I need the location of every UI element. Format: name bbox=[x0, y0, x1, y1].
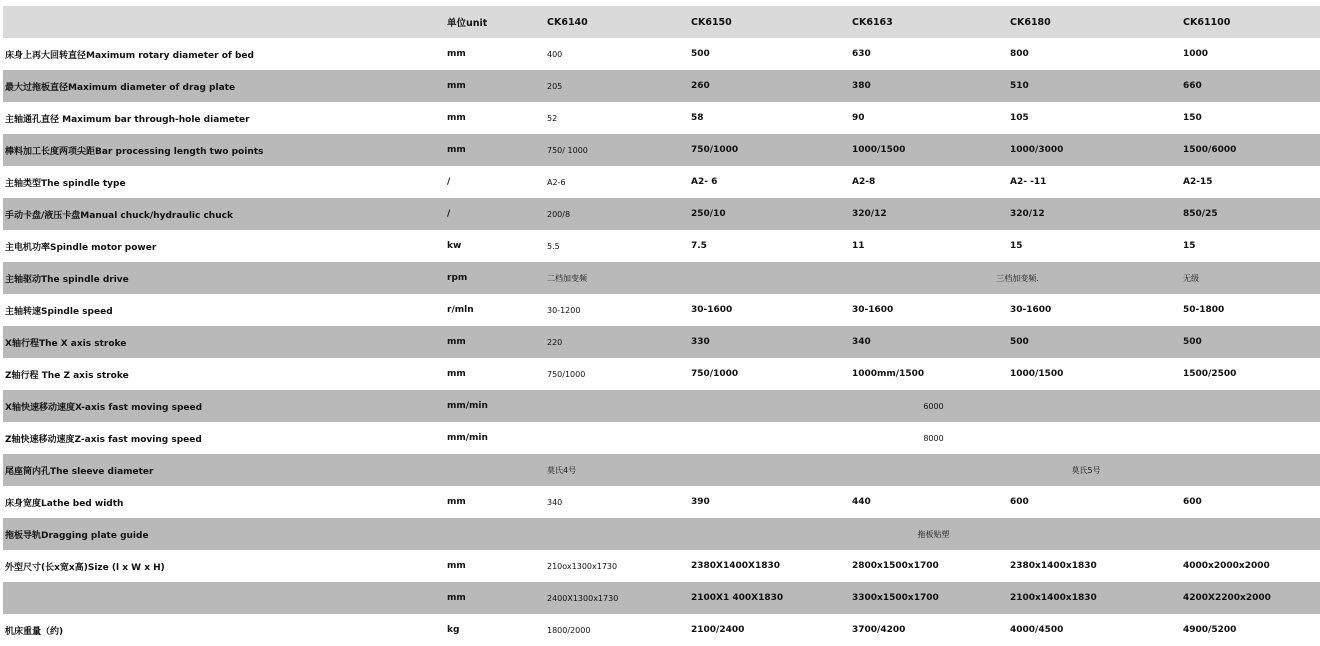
spec-value: A2-6 bbox=[547, 166, 691, 198]
spec-value: 510 bbox=[1010, 70, 1183, 102]
spec-label: 尾座筒内孔The sleeve diameter bbox=[3, 454, 447, 486]
spec-row bbox=[3, 518, 1320, 550]
spec-value: 660 bbox=[1183, 70, 1320, 102]
spec-unit: r/mln bbox=[447, 294, 547, 326]
spec-value: 50-1800 bbox=[1183, 294, 1320, 326]
spec-value: 90 bbox=[852, 102, 1010, 134]
spec-value: 2380X1400X1830 bbox=[691, 550, 852, 582]
spec-value: 440 bbox=[852, 486, 1010, 518]
spec-value: 30-1200 bbox=[547, 294, 691, 326]
spec-value: 2400X1300x1730 bbox=[547, 582, 691, 614]
spec-unit: mm bbox=[447, 358, 547, 390]
spec-value: 1800/2000 bbox=[547, 614, 691, 646]
spec-value: 750/ 1000 bbox=[547, 134, 691, 166]
spec-value: 380 bbox=[852, 70, 1010, 102]
spec-value: 320/12 bbox=[1010, 198, 1183, 230]
spec-label: X轴行程The X axis stroke bbox=[3, 326, 447, 358]
spec-value: 600 bbox=[1183, 486, 1320, 518]
spec-label: 最大过拖板直径Maximum diameter of drag plate bbox=[3, 70, 447, 102]
model-header: CK6150 bbox=[691, 6, 852, 38]
spec-value: 2800x1500x1700 bbox=[852, 550, 1010, 582]
spec-merged-value: 6000 bbox=[547, 390, 1320, 422]
spec-row bbox=[3, 582, 1320, 614]
spec-value: 2380x1400x1830 bbox=[1010, 550, 1183, 582]
spec-unit: mm bbox=[447, 134, 547, 166]
spec-unit: kw bbox=[447, 230, 547, 262]
spec-value: 30-1600 bbox=[852, 294, 1010, 326]
header-row bbox=[3, 6, 1320, 38]
spec-unit: mm bbox=[447, 70, 547, 102]
spec-unit: mm bbox=[447, 582, 547, 614]
spec-row bbox=[3, 294, 1320, 326]
spec-unit bbox=[447, 518, 547, 550]
spec-value: 58 bbox=[691, 102, 852, 134]
spec-unit: / bbox=[447, 198, 547, 230]
spec-row bbox=[3, 262, 1320, 294]
spec-value: 500 bbox=[1183, 326, 1320, 358]
spec-row bbox=[3, 614, 1320, 646]
spec-value: 1000/1500 bbox=[1010, 358, 1183, 390]
spec-value: 150 bbox=[1183, 102, 1320, 134]
spec-row bbox=[3, 102, 1320, 134]
spec-value: A2- -11 bbox=[1010, 166, 1183, 198]
model-header: CK6180 bbox=[1010, 6, 1183, 38]
spec-value: A2-15 bbox=[1183, 166, 1320, 198]
spec-unit: mm bbox=[447, 550, 547, 582]
spec-value: 500 bbox=[1010, 326, 1183, 358]
spec-value: 1500/2500 bbox=[1183, 358, 1320, 390]
spec-label: 主轴类型The spindle type bbox=[3, 166, 447, 198]
spec-value: 5.5 bbox=[547, 230, 691, 262]
spec-value: 30-1600 bbox=[1010, 294, 1183, 326]
spec-row bbox=[3, 166, 1320, 198]
spec-value: 630 bbox=[852, 38, 1010, 70]
spec-unit: mm bbox=[447, 326, 547, 358]
spec-value: 2100/2400 bbox=[691, 614, 852, 646]
spec-row bbox=[3, 38, 1320, 70]
spec-value: 210ox1300x1730 bbox=[547, 550, 691, 582]
spec-value: 800 bbox=[1010, 38, 1183, 70]
spec-merged-value: 无级 bbox=[1183, 262, 1320, 294]
spec-row bbox=[3, 326, 1320, 358]
spec-label: 外型尺寸(长x宽x高)Size (l x W x H) bbox=[3, 550, 447, 582]
spec-table bbox=[3, 6, 1320, 646]
spec-label: Z轴行程 The Z axis stroke bbox=[3, 358, 447, 390]
spec-row bbox=[3, 70, 1320, 102]
spec-label: 床身上再大回转直径Maximum rotary diameter of bed bbox=[3, 38, 447, 70]
spec-row bbox=[3, 230, 1320, 262]
spec-label bbox=[3, 582, 447, 614]
spec-value: 1500/6000 bbox=[1183, 134, 1320, 166]
model-header: CK6140 bbox=[547, 6, 691, 38]
unit-header: 单位unit bbox=[447, 6, 547, 38]
spec-value: A2-8 bbox=[852, 166, 1010, 198]
spec-value: 2100X1 400X1830 bbox=[691, 582, 852, 614]
spec-value: 7.5 bbox=[691, 230, 852, 262]
spec-unit: kg bbox=[447, 614, 547, 646]
spec-value: 11 bbox=[852, 230, 1010, 262]
spec-value: 15 bbox=[1010, 230, 1183, 262]
spec-row bbox=[3, 358, 1320, 390]
spec-label: 手动卡盘/液压卡盘Manual chuck/hydraulic chuck bbox=[3, 198, 447, 230]
spec-value: A2- 6 bbox=[691, 166, 852, 198]
spec-unit: mm bbox=[447, 486, 547, 518]
spec-label: 棒料加工长度两项尖距Bar processing length two points bbox=[3, 134, 447, 166]
spec-row bbox=[3, 134, 1320, 166]
spec-value: 1000/1500 bbox=[852, 134, 1010, 166]
spec-row bbox=[3, 198, 1320, 230]
spec-unit: mm/min bbox=[447, 422, 547, 454]
spec-merged-value: 8000 bbox=[547, 422, 1320, 454]
spec-label: 主轴转速Spindle speed bbox=[3, 294, 447, 326]
spec-value: 330 bbox=[691, 326, 852, 358]
spec-value: 260 bbox=[691, 70, 852, 102]
spec-label: X轴快速移动速度X-axis fast moving speed bbox=[3, 390, 447, 422]
spec-value: 1000mm/1500 bbox=[852, 358, 1010, 390]
spec-value: 15 bbox=[1183, 230, 1320, 262]
spec-value: 750/1000 bbox=[547, 358, 691, 390]
spec-value: 3300x1500x1700 bbox=[852, 582, 1010, 614]
spec-value: 1000 bbox=[1183, 38, 1320, 70]
spec-value: 1000/3000 bbox=[1010, 134, 1183, 166]
spec-value: 4000/4500 bbox=[1010, 614, 1183, 646]
spec-value: 2100x1400x1830 bbox=[1010, 582, 1183, 614]
spec-merged-value: 莫氏5号 bbox=[852, 454, 1320, 486]
spec-value: 750/1000 bbox=[691, 134, 852, 166]
spec-value: 400 bbox=[547, 38, 691, 70]
spec-label: 主轴通孔直径 Maximum bar through-hole diameter bbox=[3, 102, 447, 134]
spec-value: 750/1000 bbox=[691, 358, 852, 390]
spec-label: 主电机功率Spindle motor power bbox=[3, 230, 447, 262]
spec-value: 200/8 bbox=[547, 198, 691, 230]
spec-unit: mm bbox=[447, 102, 547, 134]
spec-unit: mm/min bbox=[447, 390, 547, 422]
spec-value: 30-1600 bbox=[691, 294, 852, 326]
spec-merged-value: 拖板贴塑 bbox=[547, 518, 1320, 550]
spec-value: 105 bbox=[1010, 102, 1183, 134]
spec-value: 52 bbox=[547, 102, 691, 134]
spec-value: 220 bbox=[547, 326, 691, 358]
spec-value: 4000x2000x2000 bbox=[1183, 550, 1320, 582]
spec-label: 拖板导轨Dragging plate guide bbox=[3, 518, 447, 550]
spec-row bbox=[3, 390, 1320, 422]
spec-label: Z轴快速移动速度Z-axis fast moving speed bbox=[3, 422, 447, 454]
spec-label: 机床重量（约) bbox=[3, 614, 447, 646]
spec-value: 500 bbox=[691, 38, 852, 70]
spec-label: 床身宽度Lathe bed width bbox=[3, 486, 447, 518]
spec-value: 340 bbox=[547, 486, 691, 518]
spec-value: 390 bbox=[691, 486, 852, 518]
header-label-cell bbox=[3, 6, 447, 38]
model-header: CK6163 bbox=[852, 6, 1010, 38]
spec-value: 320/12 bbox=[852, 198, 1010, 230]
spec-row bbox=[3, 422, 1320, 454]
spec-merged-value: 莫氏4号 bbox=[547, 454, 852, 486]
spec-unit: rpm bbox=[447, 262, 547, 294]
spec-value: 600 bbox=[1010, 486, 1183, 518]
spec-merged-value: 三档加变频. bbox=[852, 262, 1183, 294]
spec-value: 3700/4200 bbox=[852, 614, 1010, 646]
spec-unit: / bbox=[447, 166, 547, 198]
model-header: CK61100 bbox=[1183, 6, 1320, 38]
spec-row bbox=[3, 486, 1320, 518]
corner-mark bbox=[1306, 0, 1320, 4]
spec-row bbox=[3, 550, 1320, 582]
spec-value: 4200X2200x2000 bbox=[1183, 582, 1320, 614]
spec-merged-value: 二档加变频 bbox=[547, 262, 852, 294]
spec-unit bbox=[447, 454, 547, 486]
spec-value: 4900/5200 bbox=[1183, 614, 1320, 646]
spec-label: 主轴驱动The spindle drive bbox=[3, 262, 447, 294]
spec-value: 850/25 bbox=[1183, 198, 1320, 230]
spec-value: 250/10 bbox=[691, 198, 852, 230]
spec-value: 340 bbox=[852, 326, 1010, 358]
spec-unit: mm bbox=[447, 38, 547, 70]
spec-value: 205 bbox=[547, 70, 691, 102]
spec-row bbox=[3, 454, 1320, 486]
